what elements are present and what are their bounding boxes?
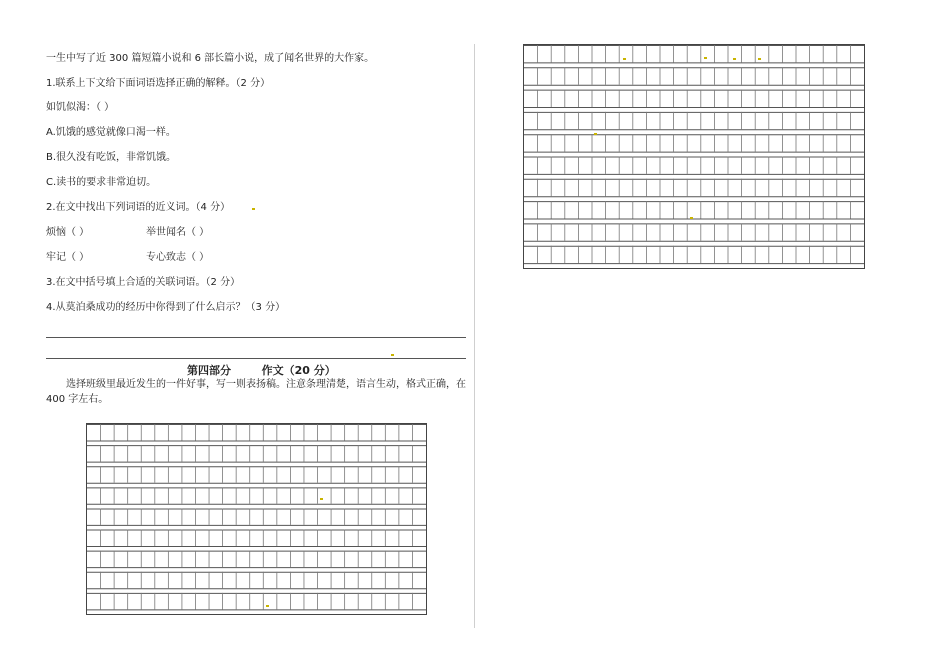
- speck: [391, 354, 394, 356]
- option-b: B.很久没有吃饭，非常饥饿。: [46, 152, 177, 163]
- answer-line-1: [46, 337, 466, 338]
- question-4: 4.从莫泊桑成功的经历中你得到了什么启示？（3 分）: [46, 302, 286, 313]
- section-title: 第四部分 作文（20 分）: [187, 364, 336, 377]
- writing-grid-right: [523, 44, 865, 269]
- answer-line-2: [46, 358, 466, 359]
- question-1-term: 如饥似渴：（ ）: [46, 102, 115, 113]
- synonym-1-b: 举世闻名（ ）: [146, 227, 210, 238]
- speck: [594, 133, 597, 135]
- question-1: 1.联系上下文给下面词语选择正确的解释。（2 分）: [46, 78, 271, 89]
- question-3: 3.在文中括号填上合适的关联词语。（2 分）: [46, 277, 241, 288]
- speck: [320, 498, 323, 500]
- synonym-2-a: 牢记（ ）: [46, 252, 90, 263]
- speck: [690, 217, 693, 219]
- speck: [704, 57, 707, 59]
- option-c: C.读书的要求非常迫切。: [46, 177, 157, 188]
- question-2: 2.在文中找出下列词语的近义词。（4 分）: [46, 202, 231, 213]
- writing-grid-left: [86, 423, 427, 615]
- synonym-1-a: 烦恼（ ）: [46, 227, 90, 238]
- speck: [733, 58, 736, 60]
- composition-prompt: 选择班级里最近发生的一件好事，写一则表扬稿。注意条理清楚，语言生动，格式正确，在 400 字左右。: [46, 379, 466, 405]
- column-divider: [474, 44, 475, 628]
- synonym-2-b: 专心致志（ ）: [146, 252, 210, 263]
- speck: [623, 58, 626, 60]
- speck: [758, 58, 761, 60]
- speck: [252, 208, 255, 210]
- option-a: A.饥饿的感觉就像口渴一样。: [46, 127, 176, 138]
- speck: [266, 605, 269, 607]
- passage-ending: 一生中写了近 300 篇短篇小说和 6 部长篇小说，成了闻名世界的大作家。: [46, 53, 375, 64]
